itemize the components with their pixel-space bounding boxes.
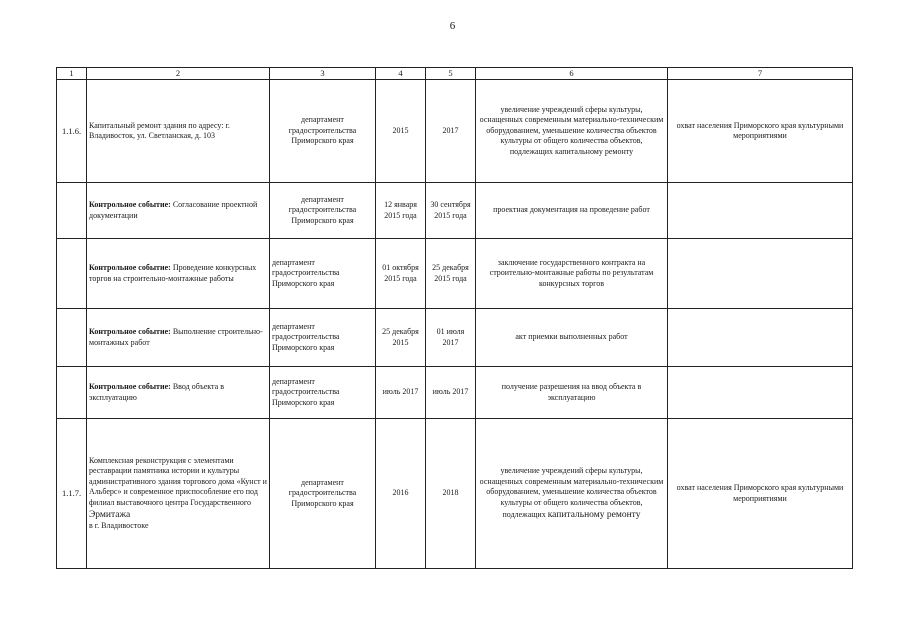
- row-start: 12 января 2015 года: [376, 183, 426, 239]
- description-big: Эрмитажа: [89, 509, 131, 520]
- row-indicator: охват населения Приморского края культурными мероприятиями: [668, 80, 853, 183]
- plan-table: [56, 67, 853, 569]
- row-responsible: департамент градостроительства Приморского края: [270, 309, 376, 367]
- row-number: 1.1.6.: [57, 80, 87, 183]
- row-start: 01 октября 2015 года: [376, 239, 426, 309]
- row-start: июль 2017: [376, 367, 426, 419]
- row-responsible: департамент градостроительства Приморского края: [270, 80, 376, 183]
- row-result: заключение государственного контракта на строительно-монтажные работы по результатам конкурсных торгов: [476, 239, 668, 309]
- description-end: в г. Владивостоке: [89, 521, 149, 531]
- row-responsible: департамент градостроительства Приморского края: [270, 183, 376, 239]
- header-row: [57, 68, 853, 80]
- row-result: получение разрешения на ввод объекта в эксплуатацию: [476, 367, 668, 419]
- control-event-label: Контрольное событие:: [89, 263, 171, 273]
- row-number: [57, 239, 87, 309]
- table-row: [57, 239, 853, 309]
- header-cell: 4: [376, 68, 426, 80]
- row-description: Капитальный ремонт здания по адресу: г. Владивосток, ул. Светланская, д. 103: [87, 80, 270, 183]
- row-result: акт приемки выполненных работ: [476, 309, 668, 367]
- row-indicator: охват населения Приморского края культурными мероприятиями: [668, 419, 853, 569]
- row-description: [87, 309, 270, 367]
- control-event-text: Выполнение строительно-монтажных работ: [89, 327, 263, 347]
- row-indicator: [668, 309, 853, 367]
- control-event-label: Контрольное событие:: [89, 327, 171, 337]
- control-event-label: Контрольное событие:: [89, 382, 171, 392]
- table-row: [57, 183, 853, 239]
- row-end: 30 сентября 2015 года: [426, 183, 476, 239]
- table-row: [57, 419, 853, 569]
- header-cell: 2: [87, 68, 270, 80]
- header-cell: 7: [668, 68, 853, 80]
- row-description: [87, 367, 270, 419]
- row-number: [57, 183, 87, 239]
- row-responsible: департамент градостроительства Приморского края: [270, 239, 376, 309]
- row-end: 25 декабря 2015 года: [426, 239, 476, 309]
- row-indicator: [668, 239, 853, 309]
- control-event-label: Контрольное событие:: [89, 200, 171, 210]
- header-cell: 6: [476, 68, 668, 80]
- row-number: [57, 309, 87, 367]
- row-start: 2016: [376, 419, 426, 569]
- row-responsible: департамент градостроительства Приморского края: [270, 419, 376, 569]
- row-indicator: [668, 183, 853, 239]
- row-end: 2018: [426, 419, 476, 569]
- row-description: [87, 239, 270, 309]
- result-big: капитальному ремонту: [547, 509, 641, 520]
- page-number: 6: [449, 20, 456, 32]
- description-main: Комплексная реконструкция с элементами реставрации памятника истории и культуры административного здания торгового дома «Кунст и Альберс» и современное приспособление его под филиал выставочного центра Государственного: [89, 455, 267, 507]
- row-description: [87, 419, 270, 569]
- row-responsible: департамент градостроительства Приморского края: [270, 367, 376, 419]
- control-event-text: Ввод объекта в эксплуатацию: [89, 382, 224, 402]
- control-event-text: Согласование проектной документации: [89, 200, 258, 220]
- row-result: проектная документация на проведение работ: [476, 183, 668, 239]
- row-start: 2015: [376, 80, 426, 183]
- row-start: 25 декабря 2015: [376, 309, 426, 367]
- table-row: [57, 309, 853, 367]
- header-cell: 5: [426, 68, 476, 80]
- result-main: увеличение учреждений сферы культуры, оснащенных современным материально-техническим оборудованием, уменьшение количества объектов культуры от общего количества объектов, подлежащих: [479, 466, 664, 519]
- table-row: [57, 80, 853, 183]
- row-indicator: [668, 367, 853, 419]
- table-row: [57, 367, 853, 419]
- header-cell: 1: [57, 68, 87, 80]
- control-event-text: Проведение конкурсных торгов на строительно-монтажные работы: [89, 263, 257, 283]
- row-result: [476, 419, 668, 569]
- row-description: [87, 183, 270, 239]
- row-end: 01 июля 2017: [426, 309, 476, 367]
- row-end: июль 2017: [426, 367, 476, 419]
- row-number: 1.1.7.: [57, 419, 87, 569]
- row-number: [57, 367, 87, 419]
- header-cell: 3: [270, 68, 376, 80]
- row-result: увеличение учреждений сферы культуры, оснащенных современным материально-техническим оборудованием, уменьшение количества объектов культуры от общего количества объектов, подлежащих капитальному ремонту: [476, 80, 668, 183]
- row-end: 2017: [426, 80, 476, 183]
